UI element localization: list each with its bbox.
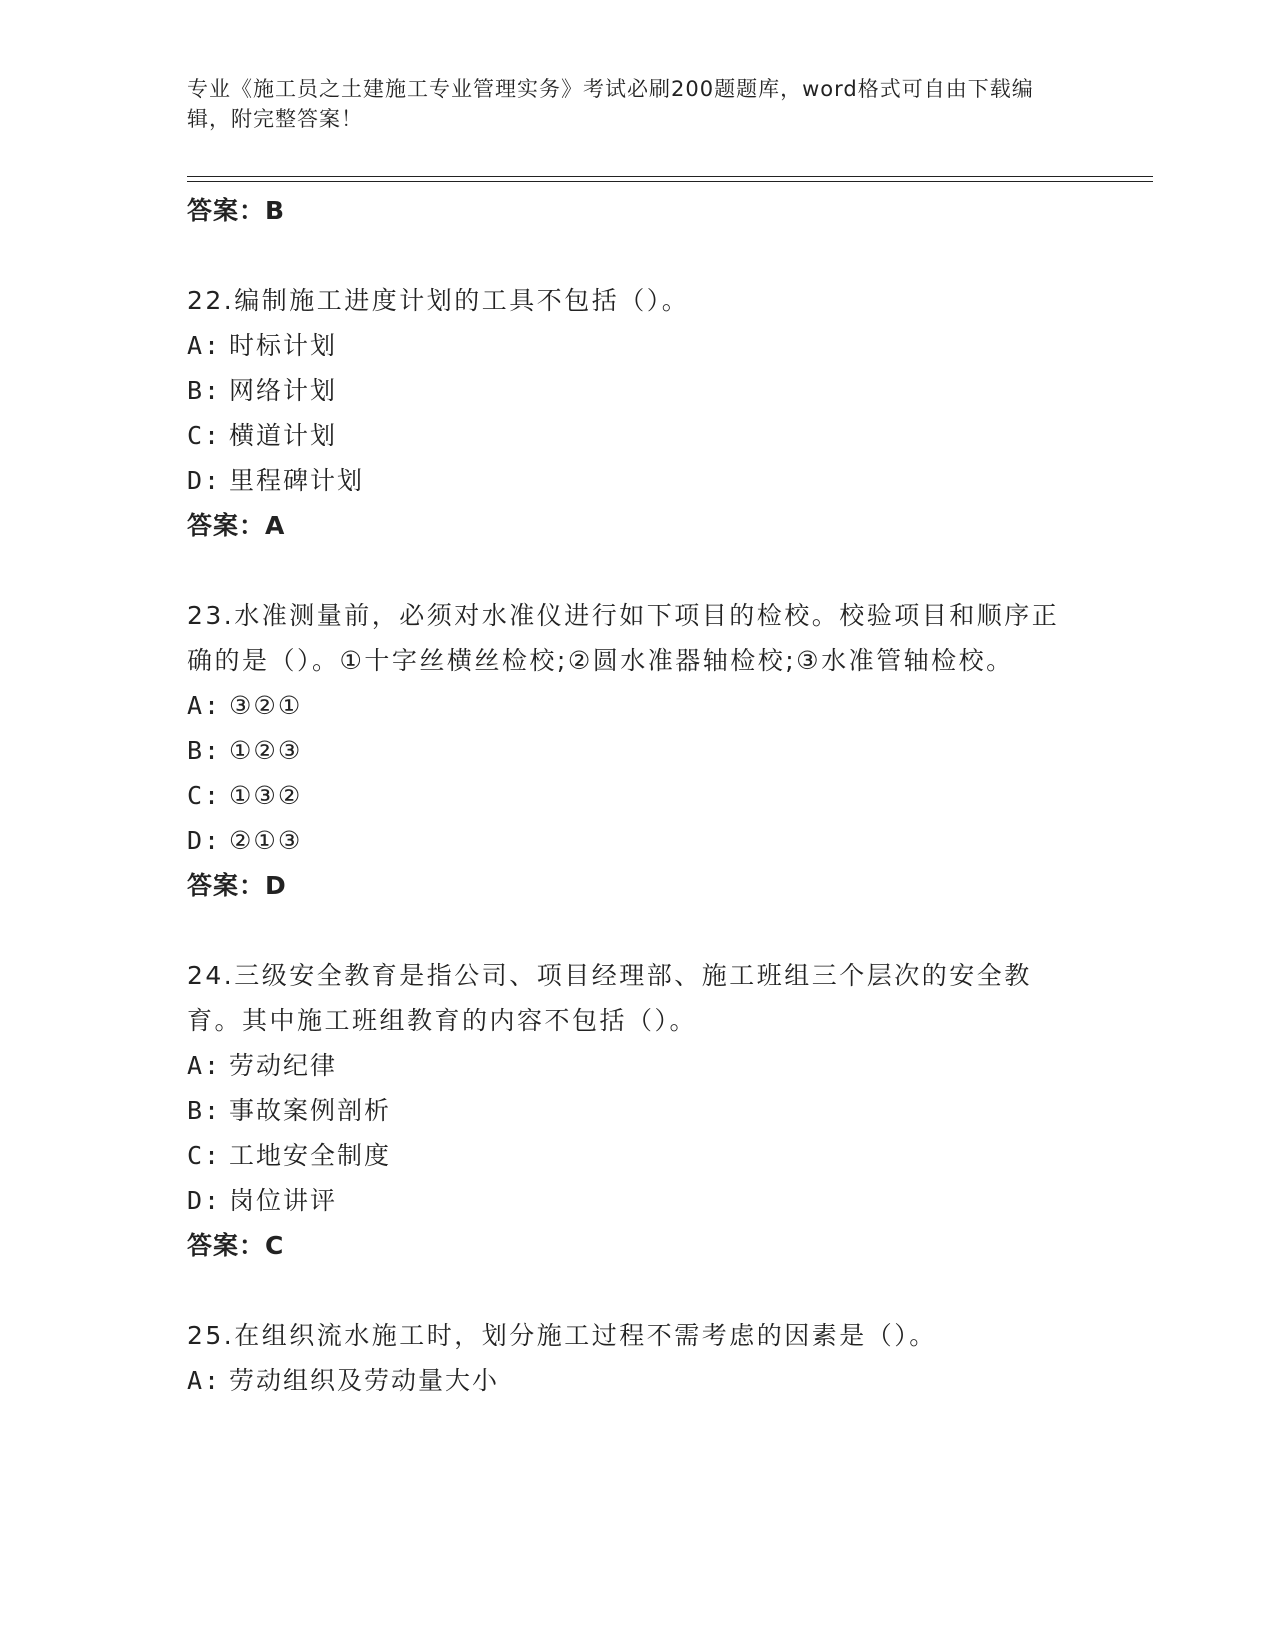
- option-label: C:: [187, 1141, 222, 1170]
- option-item: [187, 1358, 1087, 1403]
- question-block: [187, 278, 1087, 548]
- option-label: C:: [187, 781, 222, 810]
- option-item: [187, 368, 1087, 413]
- document-header: 专业《施工员之土建施工专业管理实务》考试必刷200题题库，word格式可自由下载编辑，附完整答案！: [187, 77, 1034, 131]
- option-text: ①③②: [229, 781, 303, 810]
- option-label: B:: [187, 1096, 222, 1125]
- option-item: [187, 1133, 1087, 1178]
- question-block: [187, 593, 1087, 908]
- option-label: C:: [187, 421, 222, 450]
- option-item: [187, 818, 1087, 863]
- option-item: [187, 1043, 1087, 1088]
- option-item: [187, 1178, 1087, 1223]
- option-label: A:: [187, 331, 222, 360]
- option-text: 网络计划: [229, 376, 338, 405]
- option-label: B:: [187, 376, 222, 405]
- question-block: [187, 1313, 1087, 1403]
- question-text: 23.水准测量前，必须对水准仪进行如下项目的检校。校验项目和顺序正确的是（）。①十字丝横丝检校;②圆水准器轴检校;③水准管轴检校。: [187, 601, 1060, 675]
- question-text: 24.三级安全教育是指公司、项目经理部、施工班组三个层次的安全教育。其中施工班组教育的内容不包括（）。: [187, 961, 1032, 1035]
- option-text: 岗位讲评: [229, 1186, 338, 1215]
- option-item: [187, 323, 1087, 368]
- header-rule-secondary: [187, 181, 1153, 182]
- option-label: B:: [187, 736, 222, 765]
- option-text: 里程碑计划: [229, 466, 365, 495]
- option-label: D:: [187, 1186, 222, 1215]
- question-block: [187, 953, 1087, 1268]
- header-rule: [187, 176, 1153, 177]
- option-label: A:: [187, 1366, 222, 1395]
- option-text: 劳动组织及劳动量大小: [229, 1366, 500, 1395]
- option-label: D:: [187, 466, 222, 495]
- option-item: [187, 728, 1087, 773]
- option-text: 时标计划: [229, 331, 338, 360]
- option-text: 横道计划: [229, 421, 338, 450]
- option-item: [187, 458, 1087, 503]
- option-label: A:: [187, 1051, 222, 1080]
- option-text: 工地安全制度: [229, 1141, 392, 1170]
- answer-text: 答案：B: [187, 196, 286, 225]
- answer-text: 答案：D: [187, 871, 287, 900]
- answer-text: 答案：A: [187, 511, 286, 540]
- option-text: ②①③: [229, 826, 303, 855]
- option-item: [187, 413, 1087, 458]
- question-text: 25.在组织流水施工时，划分施工过程不需考虑的因素是（）。: [187, 1321, 937, 1350]
- option-item: [187, 1088, 1087, 1133]
- option-item: [187, 773, 1087, 818]
- document-body: [187, 188, 1087, 1403]
- option-label: D:: [187, 826, 222, 855]
- option-item: [187, 683, 1087, 728]
- answer-text: 答案：C: [187, 1231, 285, 1260]
- question-text: 22.编制施工进度计划的工具不包括（）。: [187, 286, 690, 315]
- option-text: 事故案例剖析: [229, 1096, 392, 1125]
- option-label: A:: [187, 691, 222, 720]
- option-text: ③②①: [229, 691, 303, 720]
- option-text: ①②③: [229, 736, 303, 765]
- option-text: 劳动纪律: [229, 1051, 338, 1080]
